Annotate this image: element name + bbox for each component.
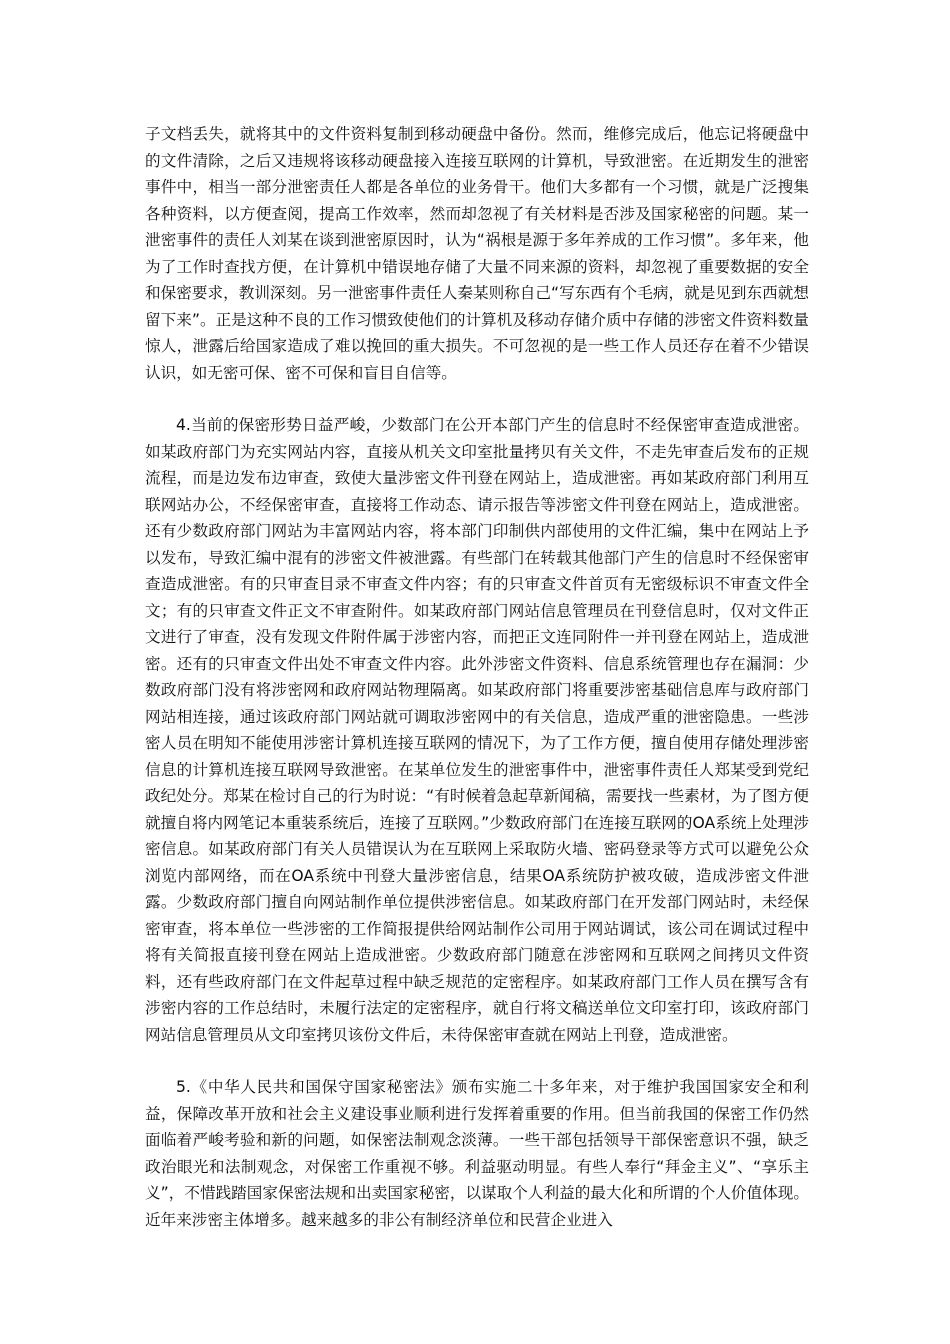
paragraph-4: 4.当前的保密形势日益严峻，少数部门在公开本部门产生的信息时不经保密审查造成泄密。如某政府部门为充实网站内容，直接从机关文印室批量拷贝有关文件，不走先审查后发布的正规流程，而是边发布边审查，致使大量涉密文件刊登在网站上，造成泄密。再如某政府部门利用互联网站办公，不经保密审查，直接将工作动态、请示报告等涉密文件刊登在网站上，造成泄密。还有少数政府部门网站为丰富网站内容，将本部门印制供内部使用的文件汇编，集中在网站上予以发布，导致汇编中混有的涉密文件被泄露。有些部门在转载其他部门产生的信息时不经保密审查造成泄密。有的只审查目录不审查文件内容；有的只审查文件首页有无密级标识不审查文件全文；有的只审查文件正文不审查附件。如某政府部门网站信息管理员在刊登信息时，仅对文件正文进行了审查，没有发现文件附件属于涉密内容，而把正文连同附件一并刊登在网站上，造成泄密。还有的只审查文件出处不审查文件内容。此外涉密文件资料、信息系统管理也存在漏洞：少数政府部门没有将涉密网和政府网站物理隔离。如某政府部门将重要涉密基础信息库与政府部门网站相连接，通过该政府部门网站就可调取涉密网中的有关信息，造成严重的泄密隐患。一些涉密人员在明知不能使用涉密计算机连接互联网的情况下，为了工作方便，擅自使用存储处理涉密信息的计算机连接互联网导致泄密。在某单位发生的泄密事件中，泄密事件责任人郑某受到党纪政纪处分。郑某在检讨自己的行为时说：“有时候着急起草新闻稿，需要找一些素材，为了图方便就擅自将内网笔记本重装系统后，连接了互联网。”少数政府部门在连接互联网的OA系统上处理涉密信息。如某政府部门有关人员错误认为在互联网上采取防火墙、密码登录等方式可以避免公众浏览内部网络，而在OA系统中刊登大量涉密信息，结果OA系统防护被攻破，造成涉密文件泄露。少数政府部门擅自向网站制作单位提供涉密信息。如某政府部门在开发部门网站时，未经保密审查，将本单位一些涉密的工作简报提供给网站制作公司用于网站调试，该公司在调试过程中将有关简报直接刊登在网站上造成泄密。少数政府部门随意在涉密网和互联网之间拷贝文件资料，还有些政府部门在文件起草过程中缺乏规范的定密程序。如某政府部门工作人员在撰写含有涉密内容的工作总结时，未履行法定的定密程序，就自行将文稿送单位文印室打印，该政府部门网站信息管理员从文印室拷贝该份文件后，未待保密审查就在网站上刊登，造成泄密。 xyxy=(145,416,809,1044)
paragraph-5: 5.《中华人民共和国保守国家秘密法》颁布实施二十多年来，对于维护我国国家安全和利益，保障改革开放和社会主义建设事业顺利进行发挥着重要的作用。但当前我国的保密工作仍然面临着严峻考验和新的问题，如保密法制观念淡薄。一些干部包括领导干部保密意识不强，缺乏政治眼光和法制观念，对保密工作重视不够。利益驱动明显。有些人奉行“拜金主义”、“享乐主义”，不惜践踏国家保密法规和出卖国家秘密，以谋取个人利益的最大化和所谓的个人价值体现。近年来涉密主体增多。越来越多的非公有制经济单位和民营企业进入 xyxy=(145,1078,809,1229)
document-body xyxy=(145,121,809,1233)
paragraph-continuation: 子文档丢失，就将其中的文件资料复制到移动硬盘中备份。然而，维修完成后，他忘记将硬盘中的文件清除，之后又违规将该移动硬盘接入连接互联网的计算机，导致泄密。在近期发生的泄密事件中，相当一部分泄密责任人都是各单位的业务骨干。他们大多都有一个习惯，就是广泛搜集各种资料，以方便查阅，提高工作效率，然而却忽视了有关材料是否涉及国家秘密的问题。某一泄密事件的责任人刘某在谈到泄密原因时，认为“祸根是源于多年养成的工作习惯”。多年来，他为了工作时查找方便，在计算机中错误地存储了大量不同来源的资料，却忽视了重要数据的安全和保密要求，教训深刻。另一泄密事件责任人秦某则称自己“写东西有个毛病，就是见到东西就想留下来”。正是这种不良的工作习惯致使他们的计算机及移动存储介质中存储的涉密文件资料数量惊人，泄露后给国家造成了难以挽回的重大损失。不可忽视的是一些工作人员还存在着不少错误认识，如无密可保、密不可保和盲目自信等。 xyxy=(145,125,809,382)
